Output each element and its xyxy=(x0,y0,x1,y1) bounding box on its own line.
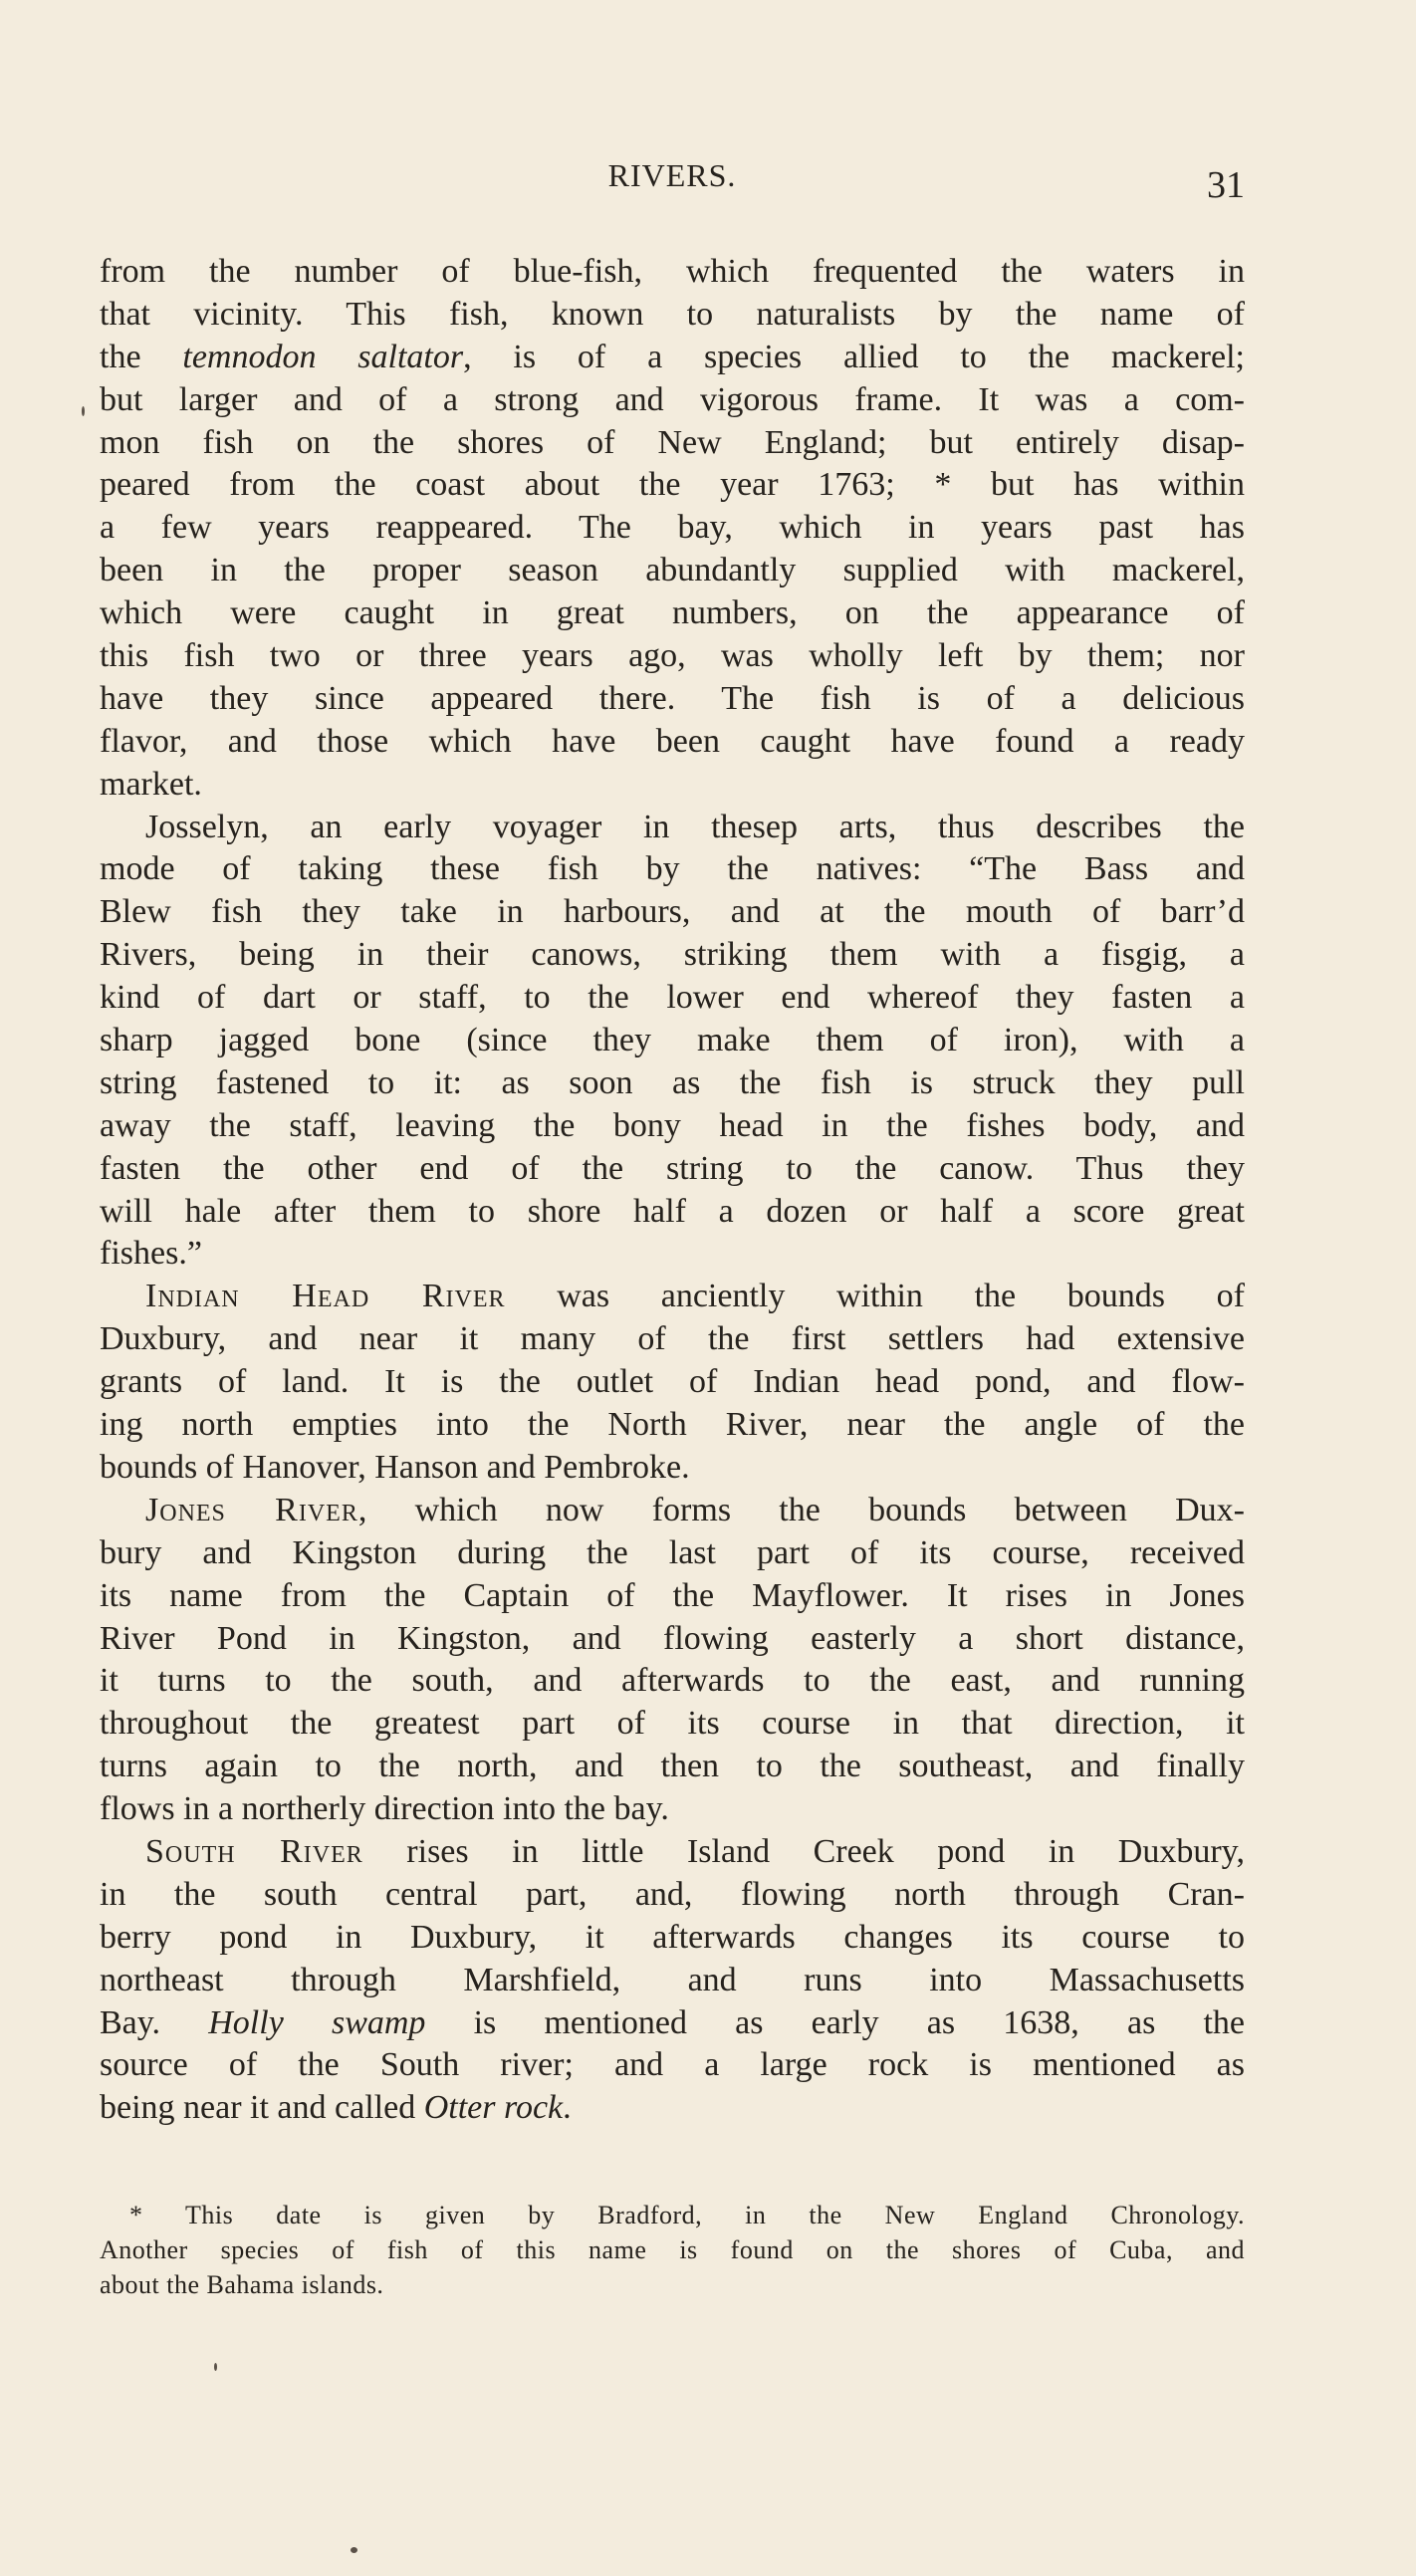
text-line: berry pond in Duxbury, it afterwards changes its course to xyxy=(100,1918,1245,1956)
text-line: the temnodon saltator, is of a species allied to the mackerel; xyxy=(100,338,1245,375)
text-line: mode of taking these fish by the natives: “The Bass and xyxy=(100,850,1245,888)
footnote-line: * This date is given by Bradford, in the New England Chronology. xyxy=(129,2201,1245,2229)
text-line: throughout the greatest part of its course in that direction, it xyxy=(100,1705,1245,1743)
river-name: Jones River xyxy=(145,1491,358,1528)
text-line: mon fish on the shores of New England; but entirely disap- xyxy=(100,423,1245,461)
text-line: flavor, and those which have been caught have found a ready xyxy=(100,722,1245,760)
text-line: Duxbury, and near it many of the first settlers had extensive xyxy=(100,1320,1245,1358)
paragraph-indian-head-river: Indian Head River was anciently within the bounds of xyxy=(145,1278,1245,1315)
page-header xyxy=(100,157,1245,209)
text-line: River Pond in Kingston, and flowing easterly a short distance, xyxy=(100,1619,1245,1657)
text-line: source of the South river; and a large rock is mentioned as xyxy=(100,2046,1245,2084)
text-line: kind of dart or staff, to the lower end whereof they fasten a xyxy=(100,979,1245,1017)
text-line: sharp jagged bone (since they make them of iron), with a xyxy=(100,1022,1245,1059)
footnote-line: about the Bahama islands. xyxy=(100,2270,384,2299)
text-line: bury and Kingston during the last part of its course, received xyxy=(100,1533,1245,1571)
text-line: Bay. Holly swamp is mentioned as early as 1638, as the xyxy=(100,2003,1246,2041)
paragraph-josselyn: Josselyn, an early voyager in thesep arts, thus describes the xyxy=(145,808,1245,845)
text-line: that vicinity. This fish, known to naturalists by the name of xyxy=(100,295,1245,333)
text-line: peared from the coast about the year 1763; * but has within xyxy=(100,466,1245,504)
text-line: bounds of Hanover, Hanson and Pembroke. xyxy=(100,1448,690,1486)
text-line: grants of land. It is the outlet of Indian head pond, and flow- xyxy=(100,1363,1245,1401)
text-line: fasten the other end of the string to the canow. Thus they xyxy=(100,1149,1245,1187)
footnote xyxy=(100,2198,1245,2302)
running-head: RIVERS. xyxy=(607,157,737,193)
text-line: away the staff, leaving the bony head in the fishes body, and xyxy=(100,1106,1245,1144)
text-line: flows in a northerly direction into the bay. xyxy=(100,1790,669,1828)
river-name: South River xyxy=(145,1832,363,1870)
text-line: market. xyxy=(100,765,202,803)
text-line: from the number of blue-fish, which frequented the waters in xyxy=(100,253,1245,290)
place-name: Otter rock xyxy=(423,2089,564,2127)
ink-speck xyxy=(82,406,85,416)
text-line: its name from the Captain of the Mayflower. It rises in Jones xyxy=(100,1576,1245,1614)
text-line: Rivers, being in their canows, striking them with a fisgig, a xyxy=(100,936,1245,974)
text-line: have they since appeared there. The fish is of a delicious xyxy=(100,679,1245,717)
text-line: which were caught in great numbers, on the appearance of xyxy=(100,594,1245,632)
text-line: being near it and called Otter rock. xyxy=(100,2089,572,2127)
ink-speck xyxy=(214,2363,217,2371)
text-line: northeast through Marshfield, and runs into Massachusetts xyxy=(100,1961,1245,1998)
place-name: Holly swamp xyxy=(208,2003,426,2041)
text-line: this fish two or three years ago, was wholly left by them; nor xyxy=(100,637,1245,675)
text-line: fishes.” xyxy=(100,1235,202,1273)
river-name: Indian Head River xyxy=(145,1278,506,1315)
paragraph-jones-river: Jones River, which now forms the bounds between Dux- xyxy=(145,1491,1245,1528)
text-line: string fastened to it: as soon as the fish is struck they pull xyxy=(100,1063,1245,1101)
text-line: Blew fish they take in harbours, and at the mouth of barr’d xyxy=(100,893,1245,931)
text-line: been in the proper season abundantly supplied with mackerel, xyxy=(100,552,1245,589)
ink-speck xyxy=(351,2547,357,2553)
text-line: it turns to the south, and afterwards to the east, and running xyxy=(100,1662,1245,1700)
text-line: ing north empties into the North River, near the angle of the xyxy=(100,1406,1245,1444)
footnote-line: Another species of fish of this name is found on the shores of Cuba, and xyxy=(100,2235,1245,2264)
text-line: in the south central part, and, flowing north through Cran- xyxy=(100,1875,1245,1913)
text-line: but larger and of a strong and vigorous frame. It was a com- xyxy=(100,380,1245,418)
text-line: a few years reappeared. The bay, which in years past has xyxy=(100,509,1245,547)
paragraph-south-river: South River rises in little Island Creek pond in Duxbury, xyxy=(145,1832,1245,1870)
species-name: temnodon saltator xyxy=(182,338,464,375)
body-text xyxy=(100,251,1245,2130)
text-line: turns again to the north, and then to the southeast, and finally xyxy=(100,1748,1245,1785)
page-number: 31 xyxy=(1207,164,1245,206)
text-line: will hale after them to shore half a dozen or half a score great xyxy=(100,1192,1245,1230)
